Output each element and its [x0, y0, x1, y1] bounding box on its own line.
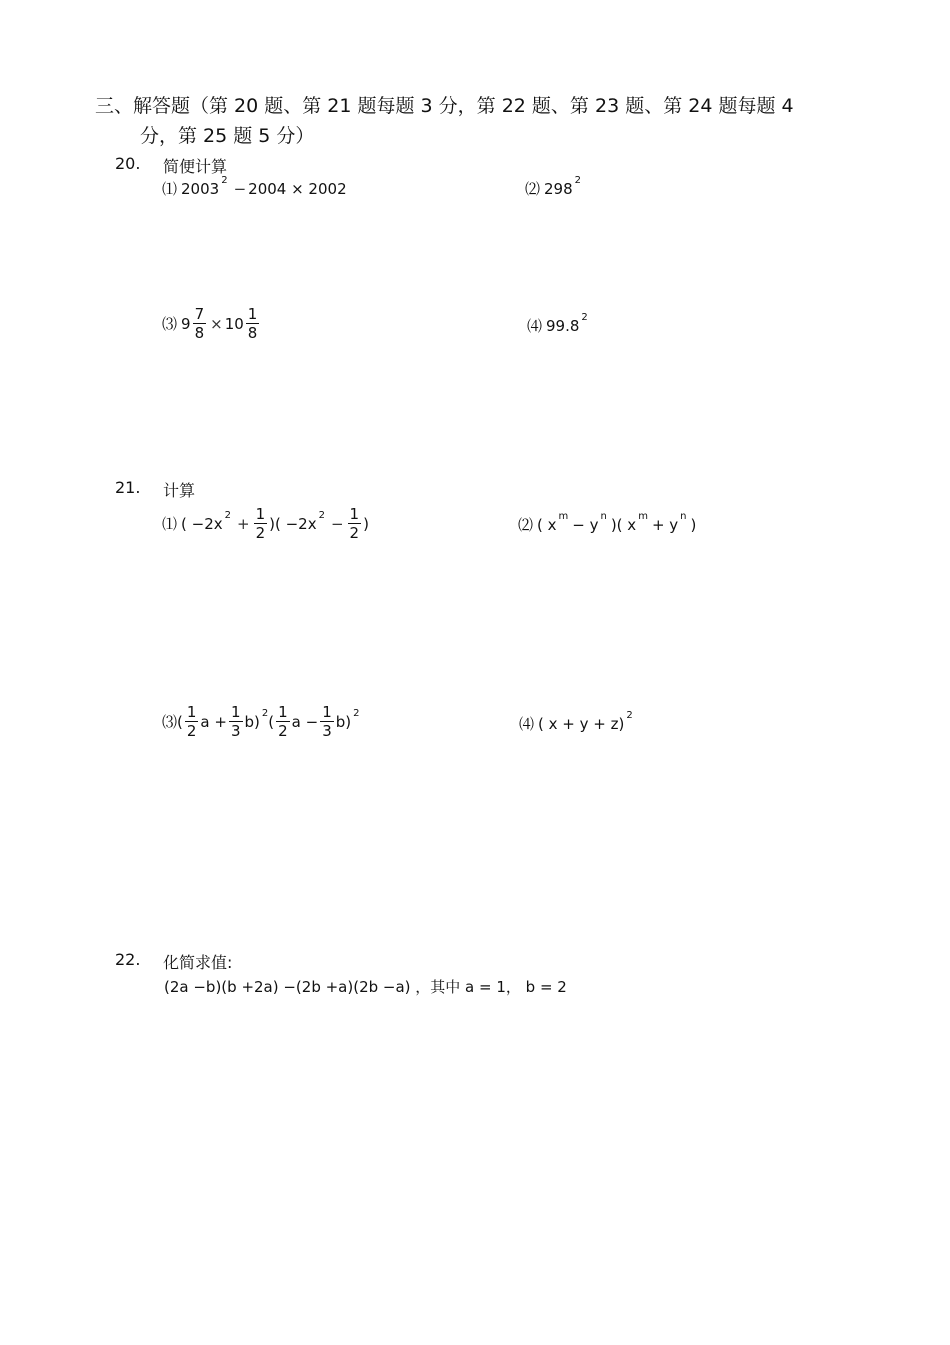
- times-sign: ×: [210, 314, 223, 333]
- exponent: 2: [224, 510, 231, 521]
- question-number-21: 21.: [115, 478, 141, 497]
- part-label: ⑶: [162, 315, 178, 333]
- part-label: ⑷: [519, 715, 535, 733]
- minus-sign: −: [330, 514, 344, 533]
- exponent: m: [638, 511, 648, 522]
- exponent: 2: [221, 175, 228, 186]
- q20-part4: [527, 312, 588, 336]
- numerator: 1: [186, 703, 197, 721]
- term: ( −2x: [181, 514, 223, 533]
- part-label: ⑴: [162, 180, 178, 198]
- q21-part4: [519, 710, 633, 734]
- numerator: 1: [322, 703, 332, 721]
- term: b): [244, 712, 260, 731]
- whole-number: 9: [181, 314, 191, 333]
- numerator: 1: [255, 505, 266, 523]
- product: 2004 × 2002: [248, 179, 347, 198]
- question-number-20: 20.: [115, 154, 141, 173]
- term: (: [268, 712, 275, 731]
- part-label: ⑵: [518, 516, 534, 534]
- q22-expression: (2a −b)(b +2a) −(2b +a)(2b −a) ，其中 a = 1， b = 2: [164, 978, 567, 996]
- exponent: 2: [261, 708, 269, 719]
- fraction: [229, 703, 243, 740]
- term: )( x: [610, 515, 637, 534]
- plus-sign: +: [237, 514, 250, 533]
- part-label: ⑷: [527, 317, 543, 335]
- exponent: 2: [574, 175, 582, 186]
- term: a +: [200, 712, 227, 731]
- q20-part3: [162, 305, 261, 342]
- whole-number: 10: [224, 314, 244, 333]
- fraction: [246, 305, 260, 342]
- denominator: 2: [349, 524, 360, 542]
- numerator: 1: [247, 305, 258, 323]
- term: )( −2x: [269, 514, 317, 533]
- fraction: [276, 703, 290, 740]
- question-title-21: 计算: [163, 481, 196, 500]
- denominator: 2: [255, 524, 266, 542]
- denominator: 8: [247, 324, 258, 342]
- minus-sign: −: [233, 179, 247, 198]
- exponent: n: [600, 511, 607, 522]
- q21-part1: [162, 505, 369, 542]
- fraction: [193, 305, 207, 342]
- fraction: [254, 505, 268, 542]
- term: a −: [291, 712, 319, 731]
- denominator: 3: [322, 722, 332, 740]
- denominator: 3: [230, 722, 241, 740]
- question-title-20: 简便计算: [163, 157, 228, 176]
- term: (: [177, 712, 183, 731]
- part-label: ⑶: [162, 713, 178, 731]
- base: 298: [544, 179, 573, 198]
- exponent: 2: [626, 710, 633, 721]
- numerator: 1: [349, 505, 360, 523]
- exponent: 2: [581, 312, 588, 323]
- denominator: 2: [278, 722, 288, 740]
- term: + y: [651, 515, 679, 534]
- exponent: 2: [318, 510, 325, 521]
- fraction: [348, 505, 362, 542]
- denominator: 8: [194, 324, 205, 342]
- q21-part2: [518, 511, 697, 535]
- base: 99.8: [546, 316, 580, 335]
- numerator: 1: [278, 703, 288, 721]
- term: ( x + y + z): [538, 714, 625, 733]
- numerator: 1: [230, 703, 241, 721]
- q20-part1: [162, 175, 347, 199]
- exponent: m: [558, 511, 569, 522]
- term: ): [363, 514, 369, 533]
- question-number-22: 22.: [115, 950, 141, 969]
- term: ( x: [537, 515, 557, 534]
- part-label: ⑵: [525, 180, 541, 198]
- term: − y: [572, 515, 599, 534]
- q20-part2: [525, 175, 582, 199]
- part-label: ⑴: [162, 515, 178, 533]
- term: b): [335, 712, 352, 731]
- exponent: 2: [353, 708, 360, 719]
- section-heading-line2: 分，第 25 题 5 分）: [140, 125, 315, 147]
- q21-part3: [162, 703, 359, 740]
- exponent: n: [680, 511, 687, 522]
- fraction: [320, 703, 334, 740]
- numerator: 7: [194, 305, 205, 323]
- question-title-22: 化简求值:: [163, 953, 233, 972]
- term: ): [690, 515, 697, 534]
- denominator: 2: [186, 722, 197, 740]
- base: 2003: [181, 179, 220, 198]
- section-heading-line1: 三、解答题（第 20 题、第 21 题每题 3 分，第 22 题、第 23 题、第 24 题每题 4: [95, 95, 794, 117]
- fraction: [185, 703, 199, 740]
